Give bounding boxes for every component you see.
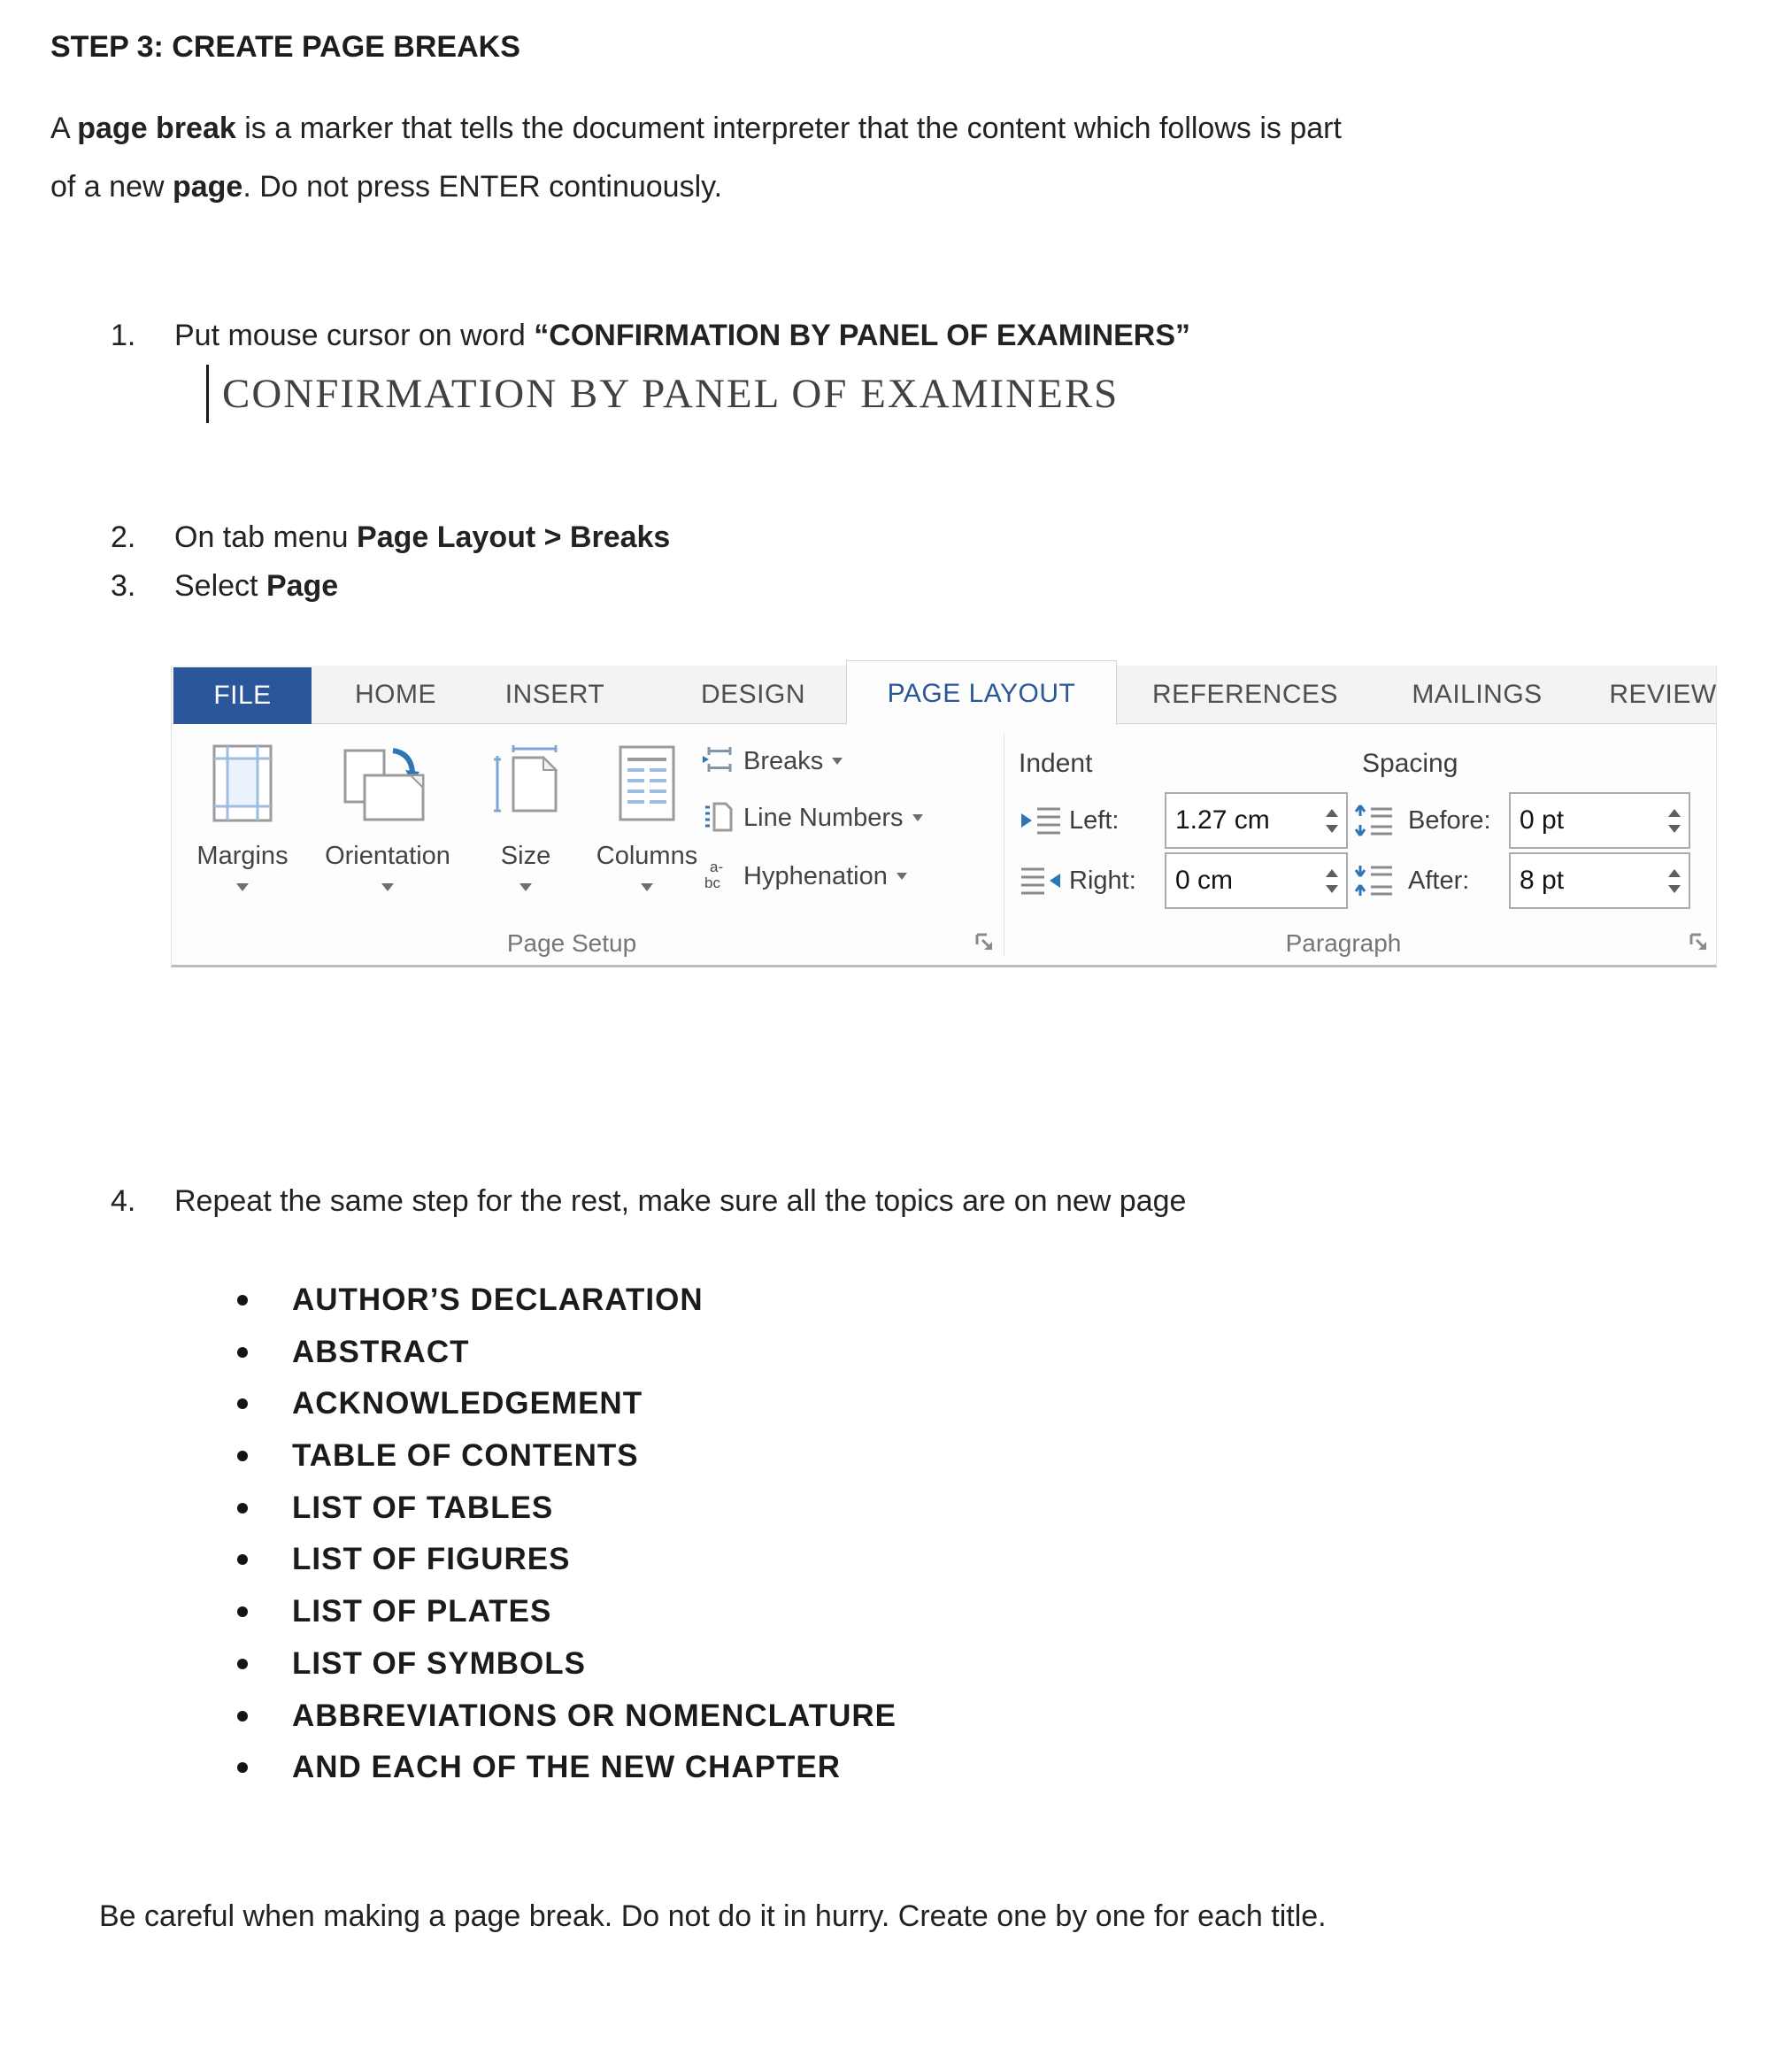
step-number: 4. (111, 1184, 136, 1218)
tab-references[interactable]: REFERENCES (1151, 680, 1339, 709)
spin-down-icon[interactable] (1668, 885, 1681, 893)
spin-down-icon[interactable] (1326, 825, 1338, 833)
step-text-bold: Page (266, 569, 339, 603)
tab-design[interactable]: DESIGN (700, 680, 806, 709)
spacing-title: Spacing (1362, 749, 1458, 778)
step-text: On tab menu (174, 520, 358, 554)
topic-label: ACKNOWLEDGEMENT (292, 1386, 643, 1421)
indent-right-label: Right: (1069, 867, 1136, 895)
indent-left-label: Left: (1069, 806, 1120, 835)
indent-left-value: 1.27 cm (1175, 805, 1270, 835)
orientation-label: Orientation (325, 842, 450, 870)
hyphenation-button[interactable] (703, 859, 907, 894)
indent-left-icon (1020, 802, 1062, 839)
intro-seg: A (50, 112, 78, 145)
breaks-button[interactable] (703, 743, 843, 779)
paragraph-group-label: Paragraph (1285, 929, 1402, 957)
page-setup-group-label: Page Setup (506, 929, 637, 957)
topic-label: ABSTRACT (292, 1334, 470, 1369)
spacing-after-label: After: (1408, 867, 1470, 895)
tab-home[interactable]: HOME (355, 680, 436, 709)
bullet-icon (237, 1554, 248, 1565)
bullet-icon (237, 1398, 248, 1409)
intro-paragraph (50, 99, 1608, 216)
topic-label: AUTHOR’S DECLARATION (292, 1282, 704, 1317)
bullet-icon (237, 1347, 248, 1358)
margins-button[interactable] (181, 743, 304, 891)
hyphenation-label: Hyphenation (743, 861, 888, 890)
page-break-icon (703, 743, 735, 780)
step-text-bold: “CONFIRMATION BY PANEL OF EXAMINERS” (534, 319, 1191, 352)
indent-right-value: 0 cm (1175, 866, 1234, 895)
step-2 (111, 520, 670, 555)
hyphenation-icon (703, 859, 735, 895)
line-numbers-icon (703, 800, 735, 836)
svg-text:a-: a- (710, 858, 724, 875)
tab-mailings[interactable]: MAILINGS (1412, 680, 1543, 709)
step-number: 3. (111, 569, 136, 603)
spacing-after-value: 8 pt (1520, 866, 1565, 895)
bullet-icon (237, 1762, 248, 1773)
tab-review[interactable]: REVIEW (1609, 680, 1717, 709)
list-item (237, 1386, 897, 1421)
bullet-icon (237, 1295, 248, 1306)
columns-label: Columns (596, 842, 698, 870)
bullet-icon (237, 1711, 248, 1722)
list-item (237, 1752, 897, 1783)
chevron-down-icon (236, 883, 249, 891)
step-4 (111, 1184, 1186, 1219)
list-item (237, 1334, 897, 1369)
bullet-icon (237, 1503, 248, 1514)
columns-icon (615, 743, 679, 828)
tab-insert[interactable]: INSERT (504, 680, 605, 709)
indent-right-input[interactable] (1165, 852, 1348, 909)
line-numbers-button[interactable] (703, 800, 923, 836)
spacing-after-spinner[interactable] (1668, 869, 1689, 893)
topic-label: LIST OF TABLES (292, 1490, 554, 1525)
word-ribbon-screenshot (171, 666, 1717, 967)
intro-seg-bold: page (172, 170, 243, 204)
chevron-down-icon (381, 883, 394, 891)
page-title: STEP 3: CREATE PAGE BREAKS (50, 30, 520, 64)
spin-down-icon[interactable] (1326, 885, 1338, 893)
chevron-down-icon (832, 758, 843, 765)
breaks-label: Breaks (743, 746, 824, 775)
chevron-down-icon (641, 883, 653, 891)
spacing-before-label: Before: (1408, 806, 1491, 835)
tab-page-layout[interactable]: PAGE LAYOUT (846, 660, 1117, 725)
spin-up-icon[interactable] (1326, 809, 1338, 817)
text-cursor (206, 365, 209, 423)
intro-seg-bold: page break (77, 112, 236, 145)
step-3 (111, 569, 338, 604)
step-number: 1. (111, 319, 136, 352)
list-item (237, 1282, 897, 1317)
spacing-before-value: 0 pt (1520, 805, 1565, 835)
topic-label: LIST OF SYMBOLS (292, 1645, 586, 1681)
topics-list (237, 1282, 897, 1805)
spin-up-icon[interactable] (1326, 869, 1338, 877)
list-item (237, 1698, 897, 1733)
bullet-icon (237, 1606, 248, 1617)
indent-right-spinner[interactable] (1326, 869, 1346, 893)
list-item (237, 1594, 897, 1629)
bullet-icon (237, 1659, 248, 1669)
size-button[interactable] (477, 743, 574, 891)
topic-label: LIST OF FIGURES (292, 1542, 571, 1577)
line-numbers-label: Line Numbers (743, 803, 904, 832)
topic-label: LIST OF PLATES (292, 1594, 552, 1629)
svg-text:bc: bc (704, 874, 720, 890)
indent-left-input[interactable] (1165, 792, 1348, 849)
orientation-button[interactable] (308, 743, 467, 891)
indent-title: Indent (1019, 749, 1093, 778)
topic-label: ABBREVIATIONS OR NOMENCLATURE (292, 1698, 897, 1733)
step-number: 2. (111, 520, 136, 554)
size-icon (490, 743, 561, 828)
margins-icon (211, 743, 274, 828)
spacing-before-spinner[interactable] (1668, 809, 1689, 833)
chevron-down-icon (519, 883, 532, 891)
spin-down-icon[interactable] (1668, 825, 1681, 833)
orientation-icon (338, 743, 437, 828)
intro-seg: . Do not press ENTER continuously. (242, 170, 723, 204)
sample-heading-text: CONFIRMATION BY PANEL OF EXAMINERS (222, 371, 1120, 417)
indent-left-spinner[interactable] (1326, 809, 1346, 833)
list-item (237, 1438, 897, 1474)
intro-seg: is a marker that tells the document interpreter that the content which follows is part (235, 112, 1342, 145)
step-1 (111, 319, 1190, 353)
step-text-bold: Page Layout > Breaks (357, 520, 671, 554)
topic-label: AND EACH OF THE NEW CHAPTER (292, 1750, 842, 1785)
paragraph-dialog-launcher-icon[interactable] (1688, 931, 1711, 954)
chevron-down-icon (912, 814, 923, 821)
spin-up-icon[interactable] (1668, 869, 1681, 877)
step-text: Select (174, 569, 266, 603)
spacing-after-input[interactable] (1509, 852, 1690, 909)
step-text: Put mouse cursor on word (174, 319, 535, 352)
indent-right-icon (1020, 862, 1062, 899)
tab-file[interactable]: FILE (173, 667, 312, 724)
margins-label: Margins (196, 842, 289, 870)
list-item (237, 1645, 897, 1681)
columns-button[interactable] (581, 743, 713, 891)
caution-note: Be careful when making a page break. Do not do it in hurry. Create one by one for each title. (99, 1899, 1327, 1933)
step-text: Repeat the same step for the rest, make sure all the topics are on new page (174, 1184, 1187, 1218)
bullet-icon (237, 1451, 248, 1461)
page-setup-dialog-launcher-icon[interactable] (974, 931, 997, 954)
topic-label: TABLE OF CONTENTS (292, 1438, 639, 1474)
spin-up-icon[interactable] (1668, 809, 1681, 817)
intro-seg: of a new (50, 170, 173, 204)
list-item (237, 1490, 897, 1525)
spacing-after-icon (1353, 862, 1396, 899)
spacing-before-icon (1353, 802, 1396, 839)
list-item (237, 1544, 897, 1575)
size-label: Size (500, 842, 551, 870)
spacing-before-input[interactable] (1509, 792, 1690, 849)
chevron-down-icon (897, 873, 907, 880)
